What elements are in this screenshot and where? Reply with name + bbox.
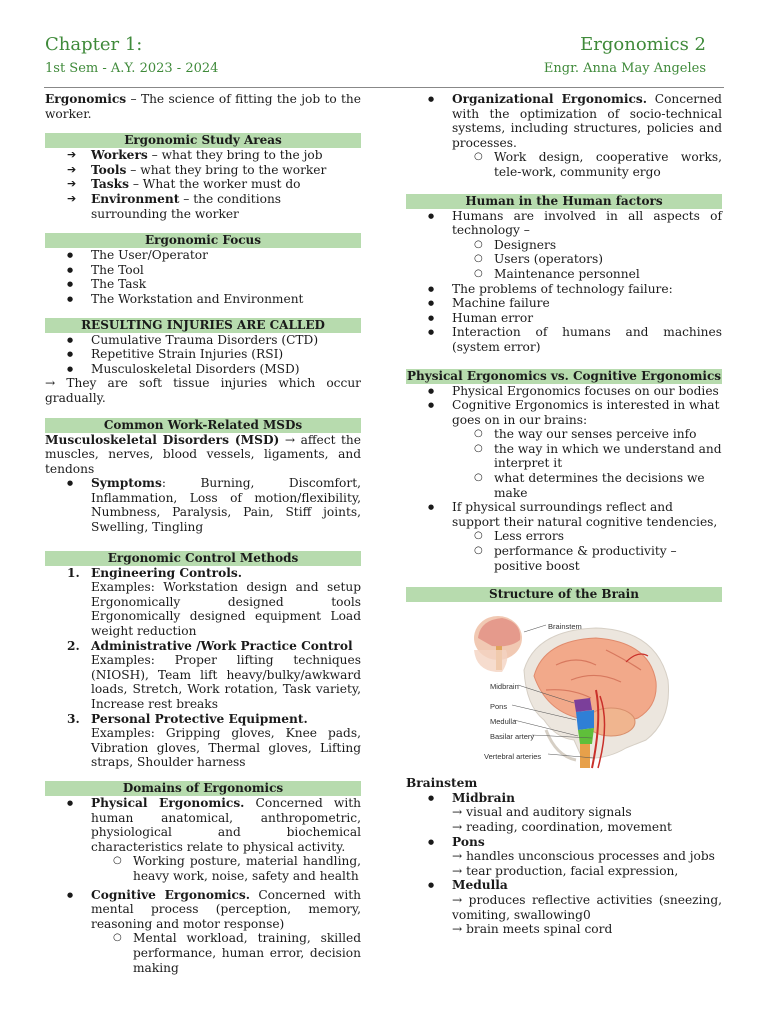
list-item: ● The Task [45, 277, 361, 292]
injuries-heading: RESULTING INJURIES ARE CALLED [45, 318, 361, 333]
study-areas-list [45, 148, 361, 221]
human-factors-list [406, 209, 722, 355]
list-item: ● Cognitive Ergonomics. Concerned with mental process (perception, memory, reasoning and motor response) ○ Mental workload, training, skilled performance, human error, decision making [45, 888, 361, 976]
list-item: ○ Maintenance personnel [448, 267, 722, 282]
list-item: ● Cognitive Ergonomics is interested in what goes on in our brains: ○ the way our senses perceive info ○ the way in which we understand and interpret it ○ what determines the decisions we make [406, 398, 722, 500]
symptoms-list [45, 476, 361, 534]
label-basilar-artery: Basilar artery [490, 732, 535, 742]
note: → tear production, facial expression, [452, 863, 679, 878]
list-item: ➔ Tasks – What the worker must do [45, 177, 361, 192]
midbrain-region [574, 698, 592, 712]
list-item: ○ Less errors [448, 529, 722, 544]
msds-heading: Common Work-Related MSDs [45, 418, 361, 433]
list-item: ● Human error [406, 311, 722, 326]
org-ergonomics-list [406, 92, 722, 180]
list-item: ● The Workstation and Environment [45, 292, 361, 307]
list-item: ● Interaction of humans and machines (system error) [406, 325, 722, 354]
list-item: ● If physical surroundings reflect and support their natural cognitive tendencies, ○ Less errors ○ performance & productivity – positive boost [406, 500, 722, 573]
instructor-name: Engr. Anna May Angeles [543, 61, 706, 76]
study-areas-heading: Ergonomic Study Areas [45, 133, 361, 148]
list-item: ➔ Tools – what they bring to the worker [45, 163, 361, 178]
brain-heading: Structure of the Brain [406, 587, 722, 602]
list-item: ● The User/Operator [45, 248, 361, 263]
list-item: ○ Designers [448, 238, 722, 253]
note: → produces reflective activities (sneezing, vomiting, swallowing0 [452, 892, 722, 922]
domains-heading: Domains of Ergonomics [45, 781, 361, 796]
semester-label: 1st Sem - A.Y. 2023 - 2024 [45, 61, 219, 76]
list-item: ○ the way our senses perceive info [448, 427, 722, 442]
left-column [45, 92, 361, 975]
list-item: ● Repetitive Strain Injuries (RSI) [45, 347, 361, 362]
list-item: ○ Mental workload, training, skilled performance, human error, decision making [87, 931, 361, 975]
list-item: ● The problems of technology failure: [406, 282, 722, 297]
list-item: ○ performance & productivity – positive boost [448, 544, 722, 573]
list-item: ➔ Workers – what they bring to the job [45, 148, 361, 163]
list-item: ● Physical Ergonomics focuses on our bodies [406, 384, 722, 399]
label-midbrain: Midbrain [490, 682, 519, 692]
note: → brain meets spinal cord [452, 922, 613, 937]
list-item: ● Humans are involved in all aspects of technology – ○ Designers ○ Users (operators) ○ Maintenance personnel [406, 209, 722, 282]
focus-heading: Ergonomic Focus [45, 233, 361, 248]
control-list [45, 566, 361, 770]
pons-region [576, 710, 594, 730]
brainstem-title: Brainstem [406, 776, 478, 791]
course-title: Ergonomics 2 [580, 34, 706, 55]
list-item: ● Physical Ergonomics. Concerned with human anatomical, anthropometric, physiological and biochemical characteristics relate to physical activity. ○ Working posture, material handling, heavy work, noise, safety and health [45, 796, 361, 884]
label-pons: Pons [490, 702, 508, 712]
chapter-title: Chapter 1: [45, 34, 143, 55]
note: → reading, coordination, movement [452, 820, 672, 834]
inset-head [474, 616, 522, 672]
label-medulla: Medulla [490, 717, 517, 727]
list-item: ● Symptoms: Burning, Discomfort, Inflammation, Loss of motion/flexibility, Numbness, Paralysis, Pain, Stiff joints, Swelling, Tingling [45, 476, 361, 534]
list-item: ○ Working posture, material handling, heavy work, noise, safety and health [87, 854, 361, 883]
list-item: 3. Personal Protective Equipment. Examples: Gripping gloves, Knee pads, Vibration gloves, Thermal gloves, Lifting straps, Shoulder harness [67, 711, 361, 770]
list-item: ○ Users (operators) [448, 252, 722, 267]
label-brainstem: Brainstem [548, 622, 582, 632]
list-item: ● Pons → handles unconscious processes and jobs → tear production, facial expression, [406, 835, 722, 879]
list-item: ○ what determines the decisions we make [448, 471, 722, 500]
list-item: ● Machine failure [406, 296, 722, 311]
header-divider [44, 87, 724, 88]
focus-list [45, 248, 361, 306]
list-item: ○ Work design, cooperative works, tele-work, community ergo [448, 150, 722, 179]
list-item: 2. Administrative /Work Practice Control Examples: Proper lifting techniques (NIOSH), Team lift heavy/bulky/awkward loads, Stretch, Work rotation, Task variety, Increase rest breaks [67, 638, 361, 711]
note: → handles unconscious processes and jobs [452, 849, 715, 864]
medulla-region [578, 728, 594, 744]
list-item: ● Cumulative Trauma Disorders (CTD) [45, 333, 361, 348]
label-vertebral-arteries: Vertebral arteries [484, 752, 542, 762]
human-factors-heading: Human in the Human factors [406, 194, 722, 209]
note: → visual and auditory signals [452, 805, 632, 820]
list-item: ➔ Environment – the conditions surrounding the worker [45, 192, 361, 221]
list-item: ● Musculoskeletal Disorders (MSD) [45, 362, 361, 377]
brainstem-list [406, 791, 722, 937]
phys-cog-list [406, 384, 722, 574]
phys-cog-heading: Physical Ergonomics vs. Cognitive Ergonomics [406, 368, 722, 383]
list-item: ● The Tool [45, 263, 361, 278]
injuries-list [45, 333, 361, 377]
brain-diagram [406, 610, 722, 770]
list-item: ○ the way in which we understand and interpret it [448, 442, 722, 471]
list-item: ● Organizational Ergonomics. Concerned with the optimization of socio-technical systems, including structures, policies and processes. ○ Work design, cooperative works, tele-work, community ergo [406, 92, 722, 180]
list-item: 1. Engineering Controls. Examples: Workstation design and setup Ergonomically designed tools Ergonomically designed equipment Load weight reduction [67, 565, 361, 639]
injuries-note: → They are soft tissue injuries which occur gradually. [45, 376, 361, 405]
intro-definition: Ergonomics – The science of fitting the job to the worker. [45, 92, 361, 121]
list-item: ● Medulla → produces reflective activities (sneezing, vomiting, swallowing0 → brain meets spinal cord [406, 878, 722, 936]
control-heading: Ergonomic Control Methods [45, 551, 361, 566]
right-column [406, 92, 722, 937]
msd-definition: Musculoskeletal Disorders (MSD) → affect the muscles, nerves, blood vessels, ligaments, and tendons [45, 432, 361, 476]
domains-list [45, 796, 361, 975]
list-item: ● Midbrain → visual and auditory signals → reading, coordination, movement [406, 791, 722, 835]
